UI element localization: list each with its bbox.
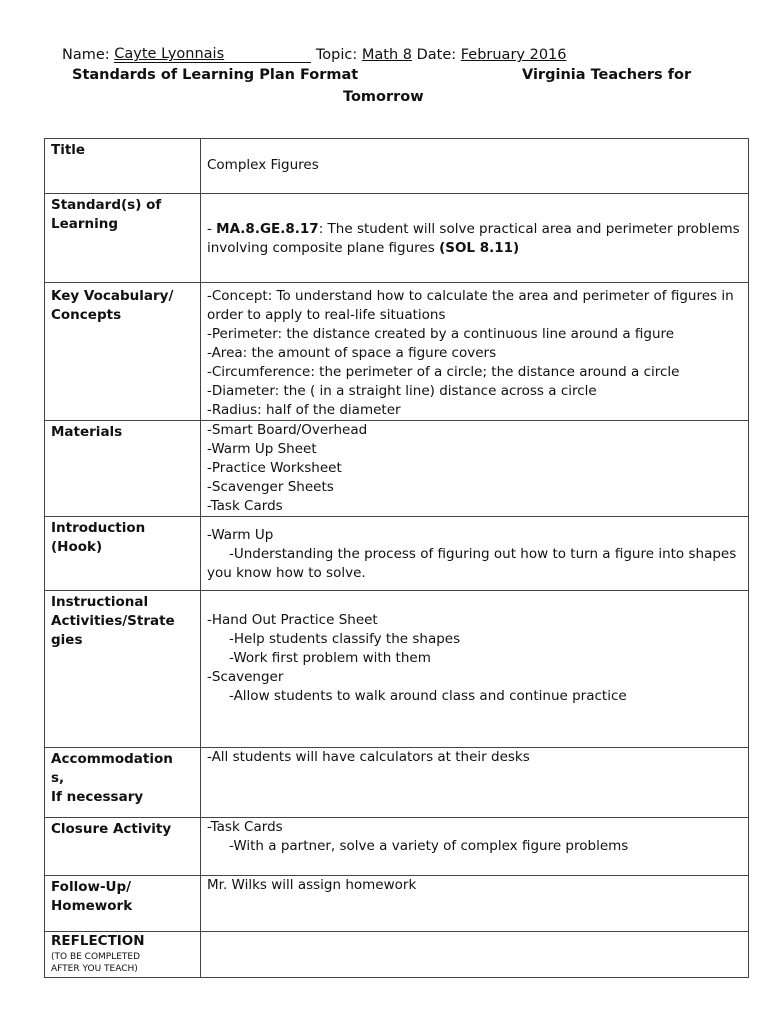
row-label: Instructional Activities/Strate gies [45, 591, 201, 748]
row-label: Materials [45, 421, 201, 517]
reflection-value [201, 932, 749, 978]
row-materials [45, 421, 749, 517]
list-item: -Radius: half of the diameter [207, 402, 401, 418]
org-title-line1: Virginia Teachers for [522, 67, 692, 83]
materials-list [201, 421, 749, 517]
list-item: -Concept: To understand how to calculate the area and perimeter of figures in order to apply to real-life situations [207, 288, 734, 323]
row-label: Introduction (Hook) [45, 517, 201, 591]
vocabulary-list [201, 283, 749, 421]
header-line [62, 46, 722, 63]
topic-value: Math 8 [361, 47, 412, 63]
topic-label: Topic: [315, 47, 358, 63]
list-item: -Area: the amount of space a figure covers [207, 345, 497, 361]
row-activities [45, 591, 749, 748]
followup-value: Mr. Wilks will assign homework [201, 876, 749, 932]
row-introduction [45, 517, 749, 591]
row-label: Closure Activity [45, 818, 201, 876]
lesson-plan-table [44, 138, 749, 978]
row-label: Standard(s) of Learning [45, 194, 201, 283]
row-label: REFLECTION (TO BE COMPLETED AFTER YOU TEACH) [45, 932, 201, 978]
date-label: Date: [416, 47, 457, 63]
accommodations-value: -All students will have calculators at their desks [201, 748, 749, 818]
row-standards [45, 194, 749, 283]
list-item: -Warm Up Sheet [207, 441, 317, 457]
name-label: Name: [62, 47, 110, 63]
name-value: Cayte Lyonnais [114, 46, 225, 62]
introduction-value: -Warm Up -Understanding the process of figuring out how to turn a figure into shapes you know how to solve. [201, 517, 749, 591]
plan-format-title: Standards of Learning Plan Format [72, 67, 359, 83]
row-closure [45, 818, 749, 876]
row-label: Accommodation s, If necessary [45, 748, 201, 818]
list-item: -Perimeter: the distance created by a continuous line around a figure [207, 326, 675, 342]
row-accommodations [45, 748, 749, 818]
list-item: -Practice Worksheet [207, 460, 342, 476]
closure-value: -Task Cards -With a partner, solve a variety of complex figure problems [201, 818, 749, 876]
row-title [45, 139, 749, 194]
row-vocabulary [45, 283, 749, 421]
row-label: Title [45, 139, 201, 194]
row-label: Follow-Up/ Homework [45, 876, 201, 932]
activities-value: -Hand Out Practice Sheet -Help students classify the shapes -Work first problem with them -Scavenger -Allow students to walk around class and continue practice [201, 591, 749, 748]
standards-value: - MA.8.GE.8.17: The student will solve practical area and perimeter problems involving composite plane figures (SOL 8.11) [201, 194, 749, 283]
row-label: Key Vocabulary/ Concepts [45, 283, 201, 421]
org-title-line2: Tomorrow [343, 89, 424, 105]
list-item: -Circumference: the perimeter of a circle; the distance around a circle [207, 364, 680, 380]
name-field [114, 46, 311, 63]
sol-code: (SOL 8.11) [439, 240, 520, 256]
list-item: -Scavenger Sheets [207, 479, 334, 495]
list-item: -Task Cards [207, 498, 283, 514]
date-value: February 2016 [460, 47, 567, 63]
list-item: -Diameter: the ( in a straight line) distance across a circle [207, 383, 597, 399]
list-item: -Smart Board/Overhead [207, 422, 368, 438]
standard-code: MA.8.GE.8.17 [216, 221, 319, 237]
row-reflection [45, 932, 749, 978]
title-value: Complex Figures [201, 139, 749, 194]
row-followup [45, 876, 749, 932]
